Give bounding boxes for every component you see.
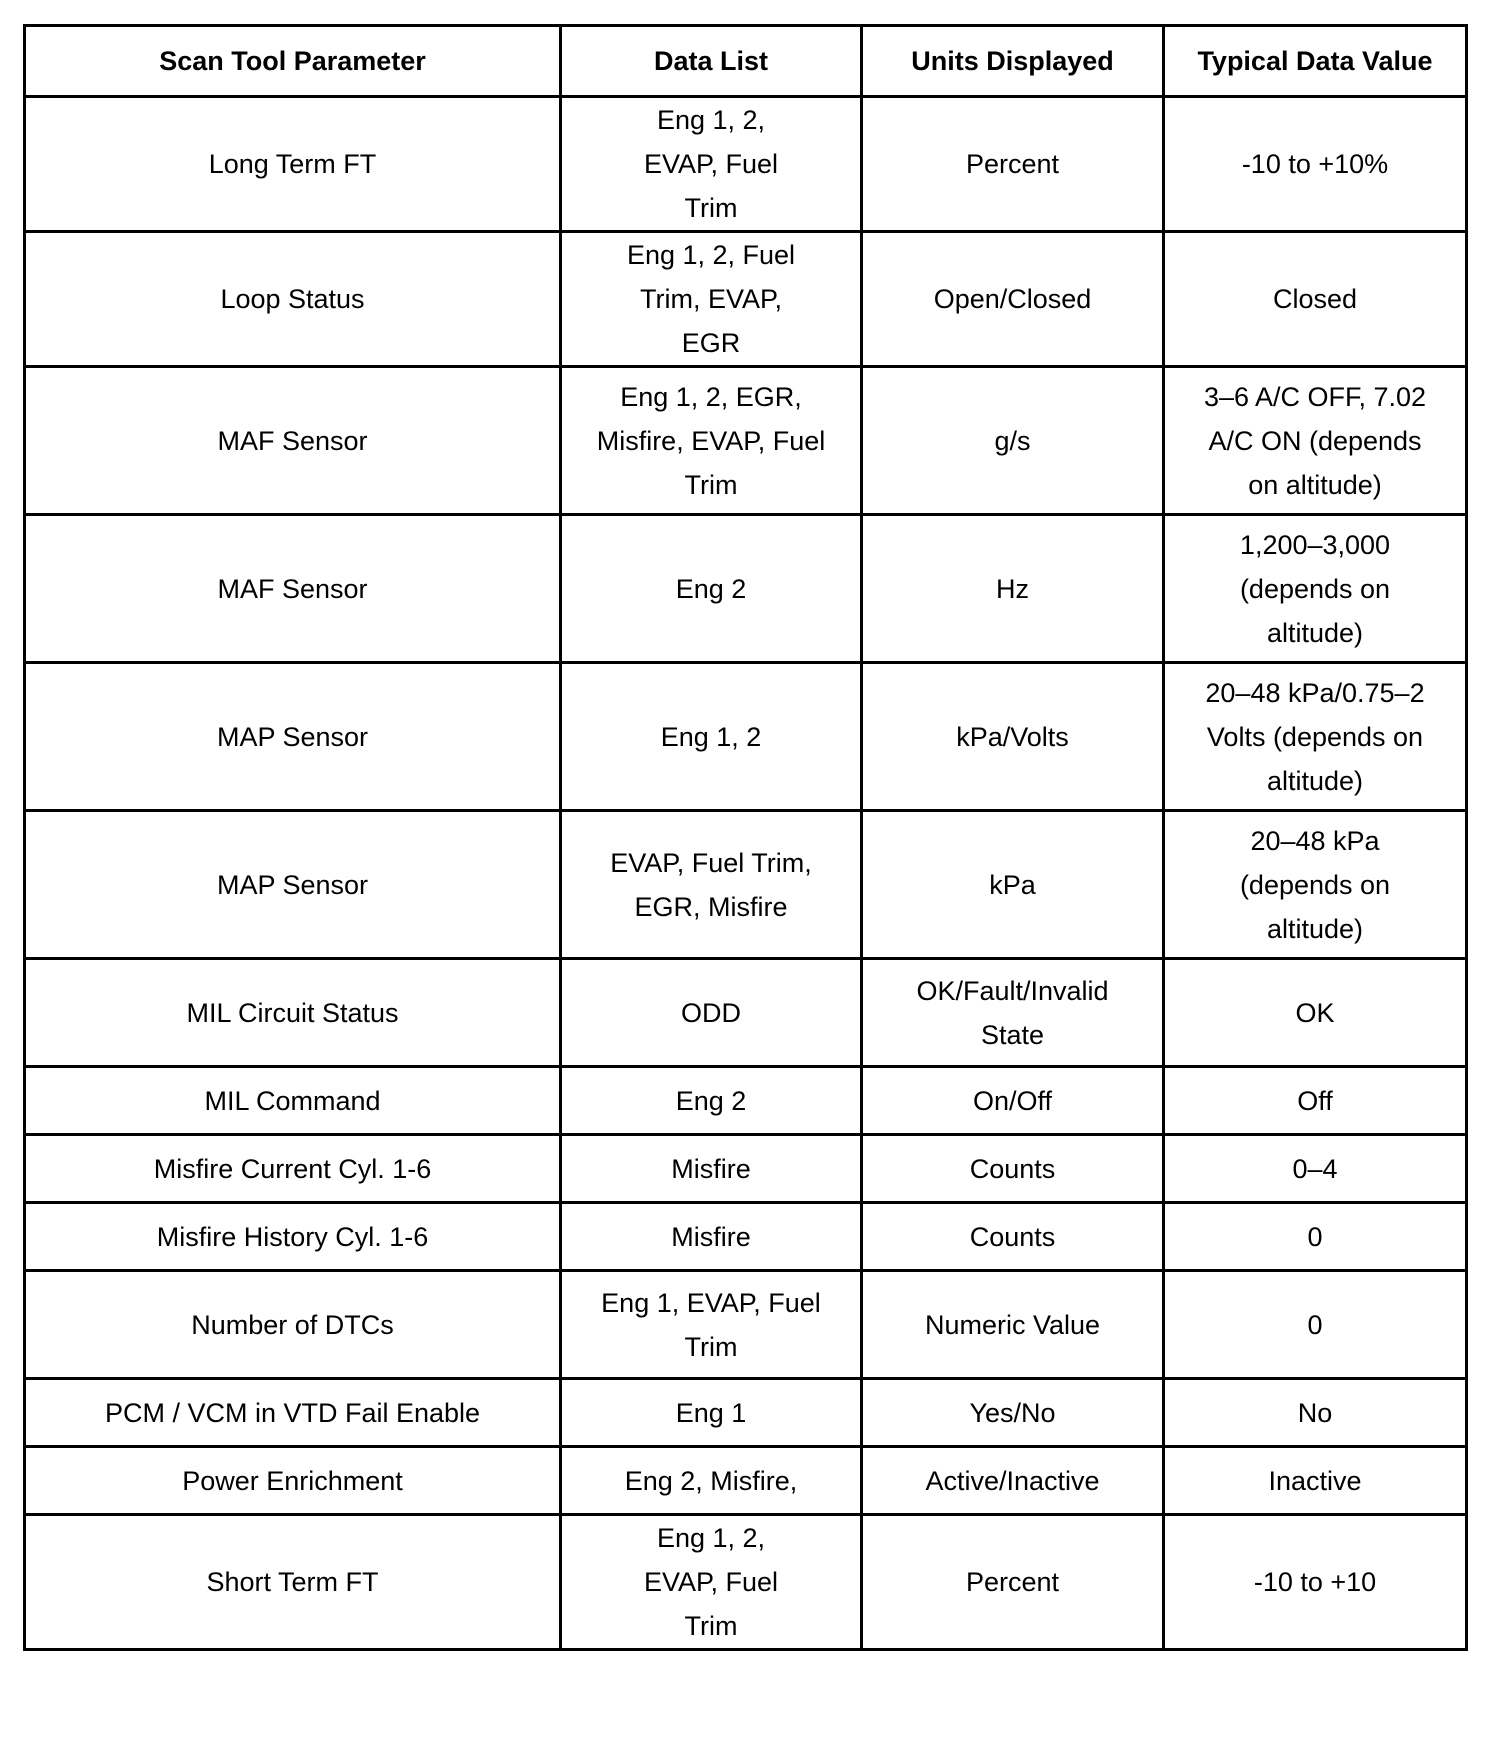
parameter-cell: MIL Circuit Status: [25, 959, 561, 1067]
header-units-displayed: Units Displayed: [862, 26, 1164, 97]
table-row: [25, 1515, 1467, 1650]
typical-value-text: 1,200–3,000 (depends on altitude): [1239, 529, 1391, 648]
typical-value-cell: [1164, 663, 1467, 811]
data-list-cell: Eng 2: [561, 515, 862, 663]
units-cell: [862, 959, 1164, 1067]
typical-value-cell: Inactive: [1164, 1447, 1467, 1515]
units-cell: Yes/No: [862, 1379, 1164, 1447]
table-row: [25, 232, 1467, 367]
typical-value-cell: Off: [1164, 1067, 1467, 1135]
data-list-cell: Misfire: [561, 1203, 862, 1271]
table-row: [25, 97, 1467, 232]
header-row: [25, 26, 1467, 97]
units-cell: Active/Inactive: [862, 1447, 1164, 1515]
typical-value-cell: No: [1164, 1379, 1467, 1447]
table-header: [25, 26, 1467, 97]
typical-value-cell: Closed: [1164, 232, 1467, 367]
parameter-cell: Long Term FT: [25, 97, 561, 232]
typical-value-text: 20–48 kPa/0.75–2 Volts (depends on altitude): [1205, 677, 1425, 796]
header-scan-tool-parameter: Scan Tool Parameter: [25, 26, 561, 97]
parameter-cell: MAP Sensor: [25, 663, 561, 811]
table-row: [25, 515, 1467, 663]
parameter-cell: Short Term FT: [25, 1515, 561, 1650]
parameter-cell: Number of DTCs: [25, 1271, 561, 1379]
data-list-text: Eng 1, 2, EVAP, Fuel Trim: [643, 1523, 779, 1641]
table-row: [25, 811, 1467, 959]
data-list-cell: Eng 2, Misfire,: [561, 1447, 862, 1515]
units-cell: g/s: [862, 367, 1164, 515]
units-text: OK/Fault/Invalid State: [916, 975, 1109, 1050]
table-body: [25, 97, 1467, 1650]
units-cell: Counts: [862, 1135, 1164, 1203]
parameter-cell: Power Enrichment: [25, 1447, 561, 1515]
header-typical-data-value: Typical Data Value: [1164, 26, 1467, 97]
typical-value-cell: 0: [1164, 1271, 1467, 1379]
data-list-text: Eng 1, 2, Fuel Trim, EVAP, EGR: [626, 240, 796, 358]
units-cell: Percent: [862, 1515, 1164, 1650]
table-row: [25, 1379, 1467, 1447]
data-list-cell: Eng 2: [561, 1067, 862, 1135]
data-list-text: EVAP, Fuel Trim, EGR, Misfire: [610, 847, 812, 922]
typical-value-cell: -10 to +10: [1164, 1515, 1467, 1650]
typical-value-text: 3–6 A/C OFF, 7.02 A/C ON (depends on altitude): [1203, 381, 1427, 500]
table-row: [25, 1067, 1467, 1135]
table-row: [25, 959, 1467, 1067]
table-row: [25, 1447, 1467, 1515]
data-list-cell: Misfire: [561, 1135, 862, 1203]
parameter-cell: PCM / VCM in VTD Fail Enable: [25, 1379, 561, 1447]
data-list-cell: [561, 811, 862, 959]
table-row: [25, 663, 1467, 811]
header-data-list: Data List: [561, 26, 862, 97]
parameter-cell: MAP Sensor: [25, 811, 561, 959]
data-list-cell: [561, 367, 862, 515]
typical-value-cell: 0: [1164, 1203, 1467, 1271]
units-cell: Numeric Value: [862, 1271, 1164, 1379]
units-cell: Counts: [862, 1203, 1164, 1271]
parameter-cell: MAF Sensor: [25, 367, 561, 515]
data-list-text: Eng 1, 2, EGR, Misfire, EVAP, Fuel Trim: [596, 381, 826, 500]
typical-value-cell: -10 to +10%: [1164, 97, 1467, 232]
typical-value-cell: [1164, 515, 1467, 663]
data-list-cell: ODD: [561, 959, 862, 1067]
typical-value-text: 20–48 kPa (depends on altitude): [1239, 825, 1391, 944]
data-list-cell: [561, 97, 862, 232]
parameter-cell: Misfire Current Cyl. 1-6: [25, 1135, 561, 1203]
parameter-cell: Loop Status: [25, 232, 561, 367]
data-list-text: Eng 1, 2, EVAP, Fuel Trim: [643, 105, 779, 223]
data-list-cell: [561, 1271, 862, 1379]
data-list-cell: [561, 232, 862, 367]
units-cell: Percent: [862, 97, 1164, 232]
typical-value-cell: 0–4: [1164, 1135, 1467, 1203]
typical-value-cell: [1164, 367, 1467, 515]
units-cell: kPa: [862, 811, 1164, 959]
data-list-text: Eng 1, EVAP, Fuel Trim: [601, 1287, 821, 1362]
scan-tool-data-table: [23, 24, 1468, 1651]
table-row: [25, 1271, 1467, 1379]
table-row: [25, 367, 1467, 515]
parameter-cell: MAF Sensor: [25, 515, 561, 663]
data-list-cell: Eng 1: [561, 1379, 862, 1447]
table-row: [25, 1203, 1467, 1271]
parameter-cell: Misfire History Cyl. 1-6: [25, 1203, 561, 1271]
table-row: [25, 1135, 1467, 1203]
data-list-cell: [561, 1515, 862, 1650]
parameter-cell: MIL Command: [25, 1067, 561, 1135]
units-cell: Hz: [862, 515, 1164, 663]
typical-value-cell: OK: [1164, 959, 1467, 1067]
data-list-cell: Eng 1, 2: [561, 663, 862, 811]
units-cell: kPa/Volts: [862, 663, 1164, 811]
units-cell: Open/Closed: [862, 232, 1164, 367]
units-cell: On/Off: [862, 1067, 1164, 1135]
typical-value-cell: [1164, 811, 1467, 959]
